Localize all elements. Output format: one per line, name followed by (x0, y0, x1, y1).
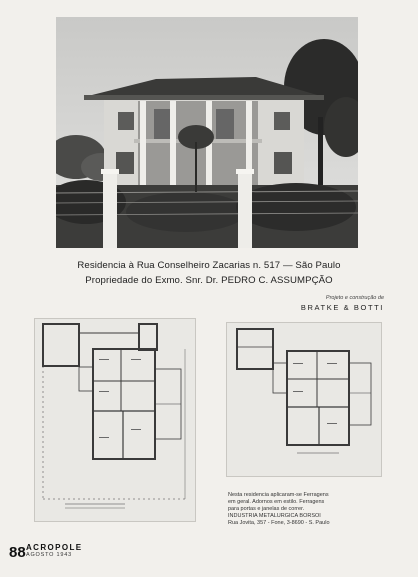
magazine-name: ACROPOLE (26, 543, 83, 552)
page-number: 88 (9, 544, 26, 561)
caption-address: Residencia à Rua Conselheiro Zacarias n. 517 — São Paulo (77, 260, 341, 271)
house-photograph (56, 17, 358, 248)
hardware-note (228, 492, 388, 527)
note-line: Nesta residencia aplicaram-se Ferragens (228, 492, 329, 498)
floor-plan-upper-drawing (227, 323, 381, 476)
credit-firm: BRATKE & BOTTI (300, 303, 384, 312)
credit-label: Projeto e construção de (325, 295, 384, 301)
note-line: em geral. Adornos em estilo. Ferragens (228, 499, 325, 505)
note-line: Rua Jovita, 357 - Fone, 3-8690 - S. Paulo (228, 520, 330, 526)
floor-plan-ground (34, 318, 196, 522)
note-line: para portas e janelas de correr. (228, 506, 305, 512)
floor-plan-upper (226, 322, 382, 477)
caption-owner: Propriedade do Exmo. Snr. Dr. PEDRO C. ASSUMPÇÃO (85, 275, 333, 286)
note-line: INDUSTRIA METALURGICA BORSOI (228, 513, 321, 519)
issue-date: AGOSTO 1943 (26, 552, 72, 558)
house-photo-illustration (56, 17, 358, 248)
floor-plan-ground-drawing (35, 319, 195, 521)
